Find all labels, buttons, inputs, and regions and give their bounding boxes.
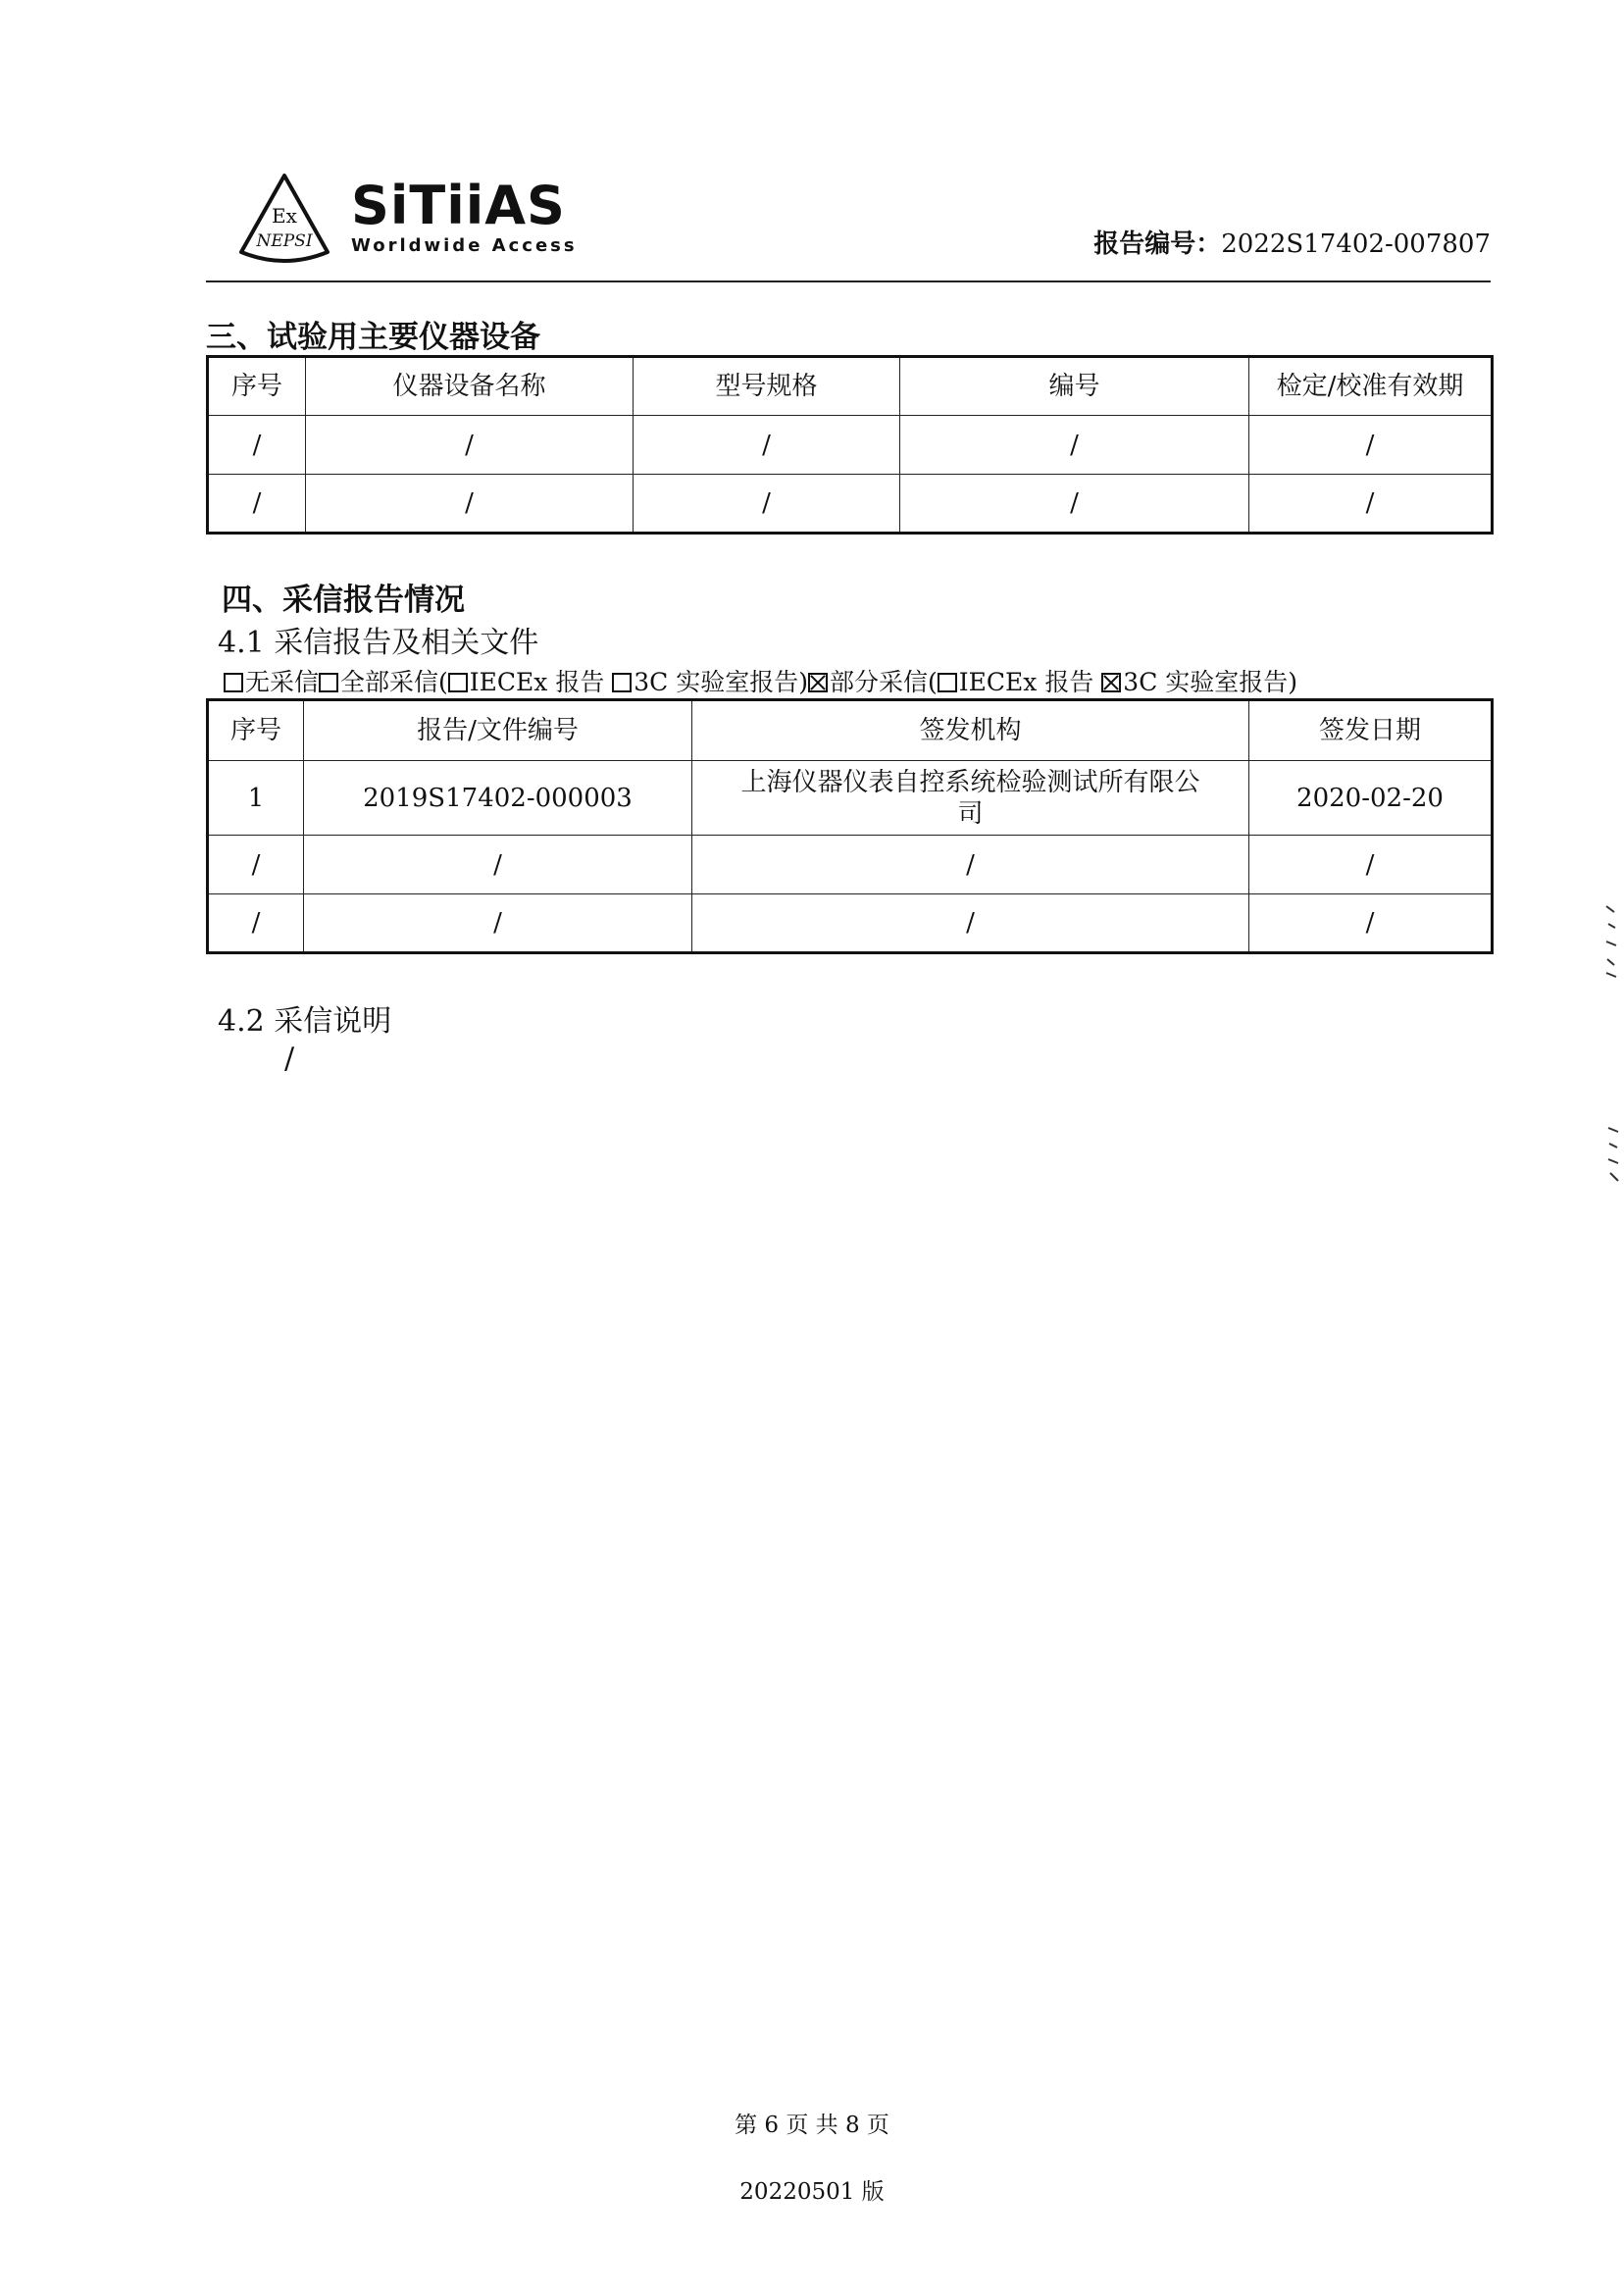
section4-title: 四、采信报告情况 <box>222 583 465 618</box>
table-cell: / <box>306 475 634 534</box>
option-3c-1-label: 3C 实验室报告) <box>634 668 809 696</box>
report-number-label: 报告编号： <box>1093 229 1222 259</box>
table-cell: / <box>634 416 900 475</box>
checkbox-none-icon <box>224 673 243 692</box>
logo-nepsi-text: NEPSI <box>256 231 313 251</box>
page-header <box>206 167 1491 282</box>
table-cell: / <box>900 416 1249 475</box>
brand-name: SiTiiAS <box>351 175 566 236</box>
table-cell: / <box>306 416 634 475</box>
section3-title: 三、试验用主要仪器设备 <box>206 320 540 355</box>
table-cell: / <box>1249 894 1493 953</box>
checkbox-iecex-2-icon <box>938 673 957 692</box>
adoption-options <box>224 663 1297 698</box>
table-cell: / <box>634 475 900 534</box>
table-cell: / <box>208 836 304 894</box>
col-header: 序号 <box>208 357 306 416</box>
table-row <box>208 416 1493 475</box>
table-cell: / <box>208 894 304 953</box>
checkbox-partial-checked-icon <box>808 673 828 692</box>
option-iecex-1-label: IECEx 报告 <box>469 668 613 696</box>
table-cell: 1 <box>208 761 304 836</box>
logo-ex-text: Ex <box>272 204 297 228</box>
checkbox-3c-2-checked-icon <box>1101 673 1121 692</box>
col-header: 编号 <box>900 357 1249 416</box>
checkbox-all-icon <box>319 673 338 692</box>
table-row <box>208 836 1493 894</box>
col-header: 检定/校准有效期 <box>1249 357 1493 416</box>
option-partial-label: 部分采信( <box>830 668 938 696</box>
table-cell: / <box>1249 416 1493 475</box>
table-row <box>208 475 1493 534</box>
page-number: 第 6 页 共 8 页 <box>735 2113 889 2138</box>
table-cell: 上海仪器仪表自控系统检验测试所有限公司 <box>692 761 1249 836</box>
table-cell: / <box>1249 475 1493 534</box>
col-header: 签发日期 <box>1249 700 1493 761</box>
option-iecex-2-label: IECEx 报告 <box>958 668 1102 696</box>
header-divider <box>206 280 1491 282</box>
col-header: 仪器设备名称 <box>306 357 634 416</box>
option-all-label: 全部采信( <box>340 668 448 696</box>
brand-tagline: Worldwide Access <box>351 235 578 256</box>
report-number-value: 2022S17402-007807 <box>1221 229 1491 259</box>
table-cell: / <box>208 475 306 534</box>
table-cell: / <box>692 894 1249 953</box>
table-cell: / <box>304 836 692 894</box>
seam-stamp-fragment-icon <box>1606 1124 1620 1183</box>
table-cell: / <box>900 475 1249 534</box>
section4-2-content: / <box>284 1042 295 1076</box>
option-3c-2-label: 3C 实验室报告) <box>1123 668 1298 696</box>
table-cell: / <box>304 894 692 953</box>
table-cell: 2020-02-20 <box>1249 761 1493 836</box>
equipment-table <box>206 355 1494 535</box>
checkbox-iecex-1-icon <box>448 673 468 692</box>
table-cell: 2019S17402-000003 <box>304 761 692 836</box>
adopted-reports-table <box>206 698 1494 954</box>
sitiias-logo <box>351 177 606 275</box>
col-header: 型号规格 <box>634 357 900 416</box>
table-row <box>208 761 1493 836</box>
table-cell: / <box>1249 836 1493 894</box>
table-row <box>208 894 1493 953</box>
col-header: 报告/文件编号 <box>304 700 692 761</box>
seam-stamp-fragment-icon <box>1604 902 1618 981</box>
col-header: 序号 <box>208 700 304 761</box>
col-header: 签发机构 <box>692 700 1249 761</box>
report-number <box>1093 224 1491 260</box>
checkbox-3c-1-icon <box>612 673 632 692</box>
table-header-row <box>208 357 1493 416</box>
table-cell: / <box>692 836 1249 894</box>
version-label: 20220501 版 <box>739 2179 885 2205</box>
option-none-label: 无采信 <box>245 668 320 696</box>
table-cell: / <box>208 416 306 475</box>
section4-1-title: 4.1 采信报告及相关文件 <box>218 626 539 660</box>
ex-nepsi-logo <box>235 172 333 270</box>
table-header-row <box>208 700 1493 761</box>
section4-2-title: 4.2 采信说明 <box>218 1004 392 1039</box>
